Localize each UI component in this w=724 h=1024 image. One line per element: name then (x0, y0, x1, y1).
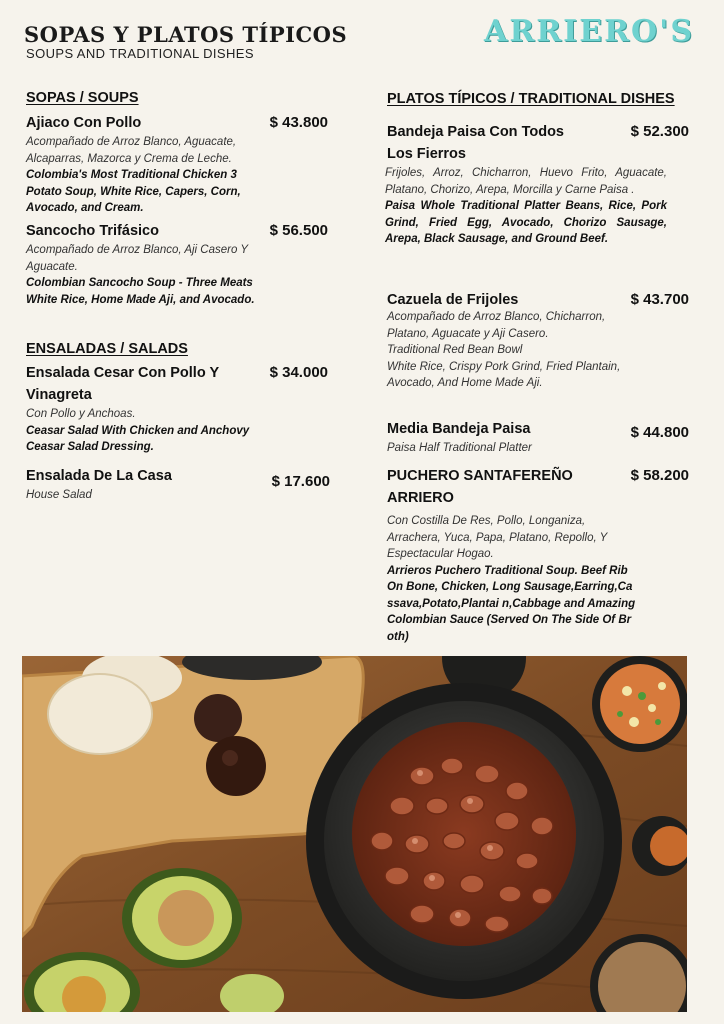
menu-item-puchero (387, 465, 689, 645)
item-name: Ensalada De La Casa (26, 468, 172, 484)
item-price: $ 43.700 (630, 291, 689, 308)
item-name: PUCHERO SANTAFEREÑO ARRIERO (387, 468, 573, 506)
menu-item-media-bandeja (387, 418, 689, 457)
item-description-en-extra: Avocado, And Home Made Aji. (387, 377, 543, 389)
item-description-en: Ceasar Salad With Chicken and Anchovy Ceasar Salad Dressing. (26, 424, 250, 453)
menu-item-ensalada-cesar (26, 362, 328, 456)
item-description-en: Arrieros Puchero Traditional Soup. Beef Rib On Bone, Chicken, Long Sausage,Earring,Cassava,Potato,Plantai n,Cabbage and Amazing Colombian Sauce (Served On The Side Of Broth) (387, 564, 636, 643)
item-description-es: Paisa Half Traditional Platter (387, 442, 532, 454)
item-name: Media Bandeja Paisa (387, 421, 531, 437)
page-subtitle: SOUPS AND TRADITIONAL DISHES (26, 46, 254, 61)
section-title-soups: SOPAS / SOUPS (26, 90, 139, 106)
menu-item-bandeja-paisa (387, 121, 689, 248)
section-title-salads: ENSALADAS / SALADS (26, 341, 188, 357)
item-name: Ensalada Cesar Con Pollo Y Vinagreta (26, 365, 219, 403)
item-description-en: White Rice, Crispy Pork Grind, Fried Plantain, (387, 360, 621, 373)
food-photo-illustration (22, 656, 687, 1012)
item-description-es: Con Costilla De Res, Pollo, Longaniza, Arrachera, Yuca, Papa, Platano, Repollo, Y Espectacular Hogao. (387, 515, 608, 560)
item-description-en-title: Traditional Red Bean Bowl (387, 344, 523, 356)
item-price: $ 58.200 (630, 467, 689, 484)
item-description-en: Colombia's Most Traditional Chicken 3 Potato Soup, White Rice, Capers, Corn, Avocado, and Cream. (26, 169, 241, 214)
item-price: $ 43.800 (269, 114, 328, 131)
section-title-traditional: PLATOS TÍPICOS / TRADITIONAL DISHES (387, 91, 675, 107)
item-price: $ 34.000 (269, 364, 328, 381)
item-description-es: Acompañado de Arroz Blanco, Aji Casero Y Aguacate. (26, 244, 248, 273)
menu-item-cazuela-frijoles (387, 289, 689, 392)
item-name: Sancocho Trifásico (26, 223, 159, 239)
item-description-es: Acompañado de Arroz Blanco, Aguacate, Alcaparras, Mazorca y Crema de Leche. (26, 136, 237, 165)
item-description-es: Frijoles, Arroz, Chicharron, Huevo Frito, Aguacate, Platano, Chorizo, Arepa, Morcilla y Carne Paisa . (385, 167, 667, 196)
item-description-es: House Salad (26, 489, 92, 501)
item-description-en: Colombian Sancocho Soup - Three Meats White Rice, Home Made Aji, and Avocado. (26, 277, 255, 306)
item-name: Ajiaco Con Pollo (26, 115, 142, 131)
brand-logo: ARRIERO'S (484, 14, 694, 49)
item-description-es: Con Pollo y Anchoas. (26, 408, 136, 420)
food-photo (22, 656, 687, 1012)
menu-item-ajiaco (26, 112, 328, 217)
item-price: $ 44.800 (630, 424, 689, 441)
item-description-en: Paisa Whole Traditional Platter Beans, Rice, Pork Grind, Fried Egg, Avocado, Chorizo Sausage, Arepa, Black Sausage, and Ground Beef. (385, 200, 667, 245)
page-title: SOPAS Y PLATOS TÍPICOS (24, 22, 348, 47)
item-price: $ 56.500 (269, 222, 328, 239)
item-name: Bandeja Paisa Con Todos Los Fierros (387, 124, 564, 162)
item-price: $ 17.600 (271, 473, 330, 490)
item-description-es: Acompañado de Arroz Blanco, Chicharron, Platano, Aguacate y Aji Casero. (387, 311, 606, 340)
item-price: $ 52.300 (630, 123, 689, 140)
menu-item-sancocho (26, 220, 328, 308)
item-name: Cazuela de Frijoles (387, 292, 519, 308)
menu-item-ensalada-casa (26, 465, 330, 504)
